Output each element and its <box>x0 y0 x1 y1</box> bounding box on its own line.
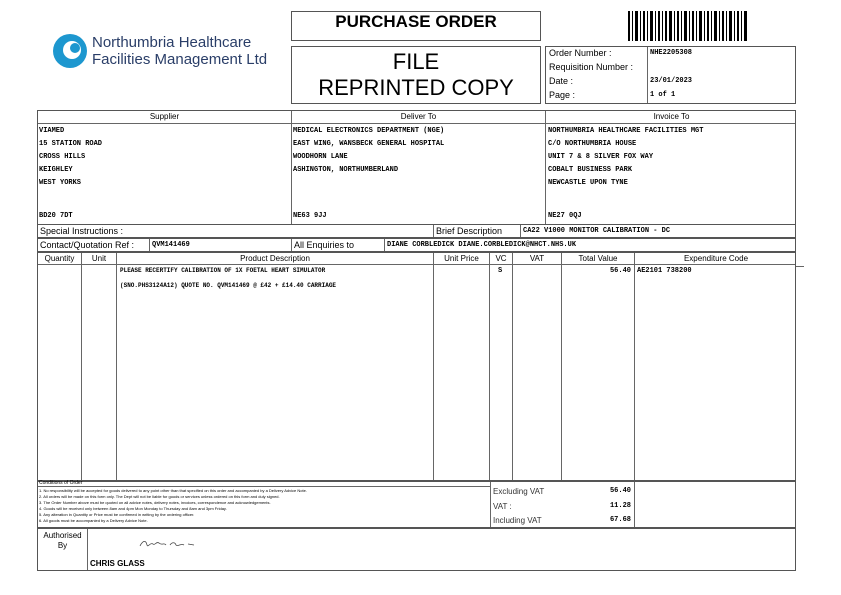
invoice-to-address <box>548 127 703 187</box>
page-number: 1 of 1 <box>650 91 676 99</box>
col-vc: VC <box>495 254 507 263</box>
order-date: 23/01/2023 <box>650 77 693 85</box>
address-line: MEDICAL ELECTRONICS DEPARTMENT (NGE) <box>293 127 445 135</box>
address-line: VIAMED <box>39 127 65 135</box>
signatory-name: CHRIS GLASS <box>90 559 145 568</box>
supplier-postcode: BD20 7DT <box>39 212 73 220</box>
brief-description: CA22 V1000 MONITOR CALIBRATION - DC <box>523 227 671 235</box>
col-product-description: Product Description <box>240 254 310 263</box>
address-line: EAST WING, WANSBECK GENERAL HOSPITAL <box>293 140 445 148</box>
including-vat-label: Including VAT <box>493 516 542 525</box>
contact-label: Contact/Quotation Ref : <box>40 240 135 250</box>
supplier-header: Supplier <box>149 112 180 121</box>
item-vc: S <box>498 267 503 275</box>
authorisation-block <box>37 528 796 571</box>
line-items-table <box>37 252 796 481</box>
address-line: WOODHORN LANE <box>293 153 348 161</box>
enquiries-label: All Enquiries to <box>294 240 355 250</box>
condition-item: 3. The Order Number above must be quoted on all advice notes, delivery notes, invoices, correspondence and acknowledgements. <box>39 500 271 505</box>
reprint-stamp-box <box>291 46 541 104</box>
col-quantity: Quantity <box>44 254 75 263</box>
condition-item: 1. No responsibility will be accepted for goods delivered to any point other than that specified on this order and accompanied by a Delivery Advice Note. <box>39 488 307 493</box>
page-label: Page : <box>549 90 576 100</box>
document-title: PURCHASE ORDER <box>335 12 497 31</box>
col-total-value: Total Value <box>578 254 618 263</box>
vat-amount: 11.28 <box>609 502 631 510</box>
supplier-address <box>39 127 102 187</box>
requisition-label: Requisition Number : <box>549 62 634 72</box>
col-unit: Unit <box>91 254 107 263</box>
excluding-vat-amount: 56.40 <box>609 487 631 495</box>
condition-item: 2. All orders will be made on this form only. The Dept will not be liable for goods or services unless ordered on this form and duly signed. <box>39 494 280 499</box>
item-description-line2: (SNO.PHS3124A12) QUOTE NO. QVM141469 @ £42 + £14.40 CARRIAGE <box>120 282 337 289</box>
address-line: WEST YORKS <box>39 179 82 187</box>
invoice-to-header: Invoice To <box>653 112 690 121</box>
conditions-list <box>39 488 307 524</box>
address-line: 15 STATION ROAD <box>39 140 103 148</box>
conditions-totals-block <box>37 481 796 528</box>
condition-item: 6. All goods must be accompanied by a Delivery Advice Note. <box>39 518 148 523</box>
address-line: NEWCASTLE UPON TYNE <box>548 179 628 187</box>
address-line: ASHINGTON, NORTHUMBERLAND <box>293 166 399 174</box>
invoice-to-postcode: NE27 0QJ <box>548 212 582 220</box>
deliver-to-address <box>293 127 444 174</box>
contact-ref: QVM141469 <box>152 241 190 249</box>
address-line: COBALT BUSINESS PARK <box>548 166 633 174</box>
col-vat: VAT <box>529 254 545 263</box>
order-info-box <box>545 46 796 104</box>
deliver-to-postcode: NE63 9JJ <box>293 212 327 220</box>
item-expenditure-code: AE2101 738200 <box>637 267 692 275</box>
company-name-line2: Facilities Management Ltd <box>92 51 268 68</box>
signature-image <box>138 537 198 551</box>
brief-description-label: Brief Description <box>436 226 503 236</box>
item-total-value: 56.40 <box>609 267 631 275</box>
col-expenditure-code: Expenditure Code <box>683 254 749 263</box>
company-logo <box>50 32 90 72</box>
special-instructions-label: Special Instructions : <box>40 226 124 236</box>
address-line: UNIT 7 & 8 SILVER FOX WAY <box>548 153 654 161</box>
order-number-label: Order Number : <box>549 48 612 58</box>
contact-row <box>37 238 796 252</box>
address-block <box>37 110 796 225</box>
row-marker-line <box>796 266 804 267</box>
date-label: Date : <box>549 76 574 86</box>
stamp-line1: FILE <box>392 49 440 74</box>
address-line: KEIGHLEY <box>39 166 73 174</box>
vat-label: VAT : <box>493 502 512 511</box>
authorised-by-label: Authorised By <box>43 531 82 550</box>
address-line: C/O NORTHUMBRIA HOUSE <box>548 140 637 148</box>
including-vat-amount: 67.68 <box>609 516 631 524</box>
item-description-line1: PLEASE RECERTIFY CALIBRATION OF 1X FOETAL HEART SIMULATOR <box>120 267 326 274</box>
condition-item: 4. Goods will be received only between 8am and 4pm Mon Monday to Thursday and 8am and 3pm Friday. <box>39 506 227 511</box>
col-unit-price: Unit Price <box>444 254 479 263</box>
company-name-line1: Northumbria Healthcare <box>92 34 252 51</box>
address-line: CROSS HILLS <box>39 153 86 161</box>
condition-item: 5. Any alteration in Quantity or Price must be confirmed in writing by the ordering officer. <box>39 512 195 517</box>
enquiries-contact: DIANE CORBLEDICK DIANE.CORBLEDICK@NHCT.NHS.UK <box>387 241 577 249</box>
order-number: NHE2205308 <box>650 49 693 57</box>
deliver-to-header: Deliver To <box>400 112 437 121</box>
stamp-line2: REPRINTED COPY <box>318 75 514 100</box>
barcode <box>628 11 748 41</box>
special-instructions-row <box>37 224 796 238</box>
conditions-title: Conditions of Order <box>39 480 83 486</box>
excluding-vat-label: Excluding VAT <box>493 487 545 496</box>
address-line: NORTHUMBRIA HEALTHCARE FACILITIES MGT <box>548 127 704 135</box>
document-title-box <box>291 11 541 41</box>
table-row <box>38 266 797 296</box>
